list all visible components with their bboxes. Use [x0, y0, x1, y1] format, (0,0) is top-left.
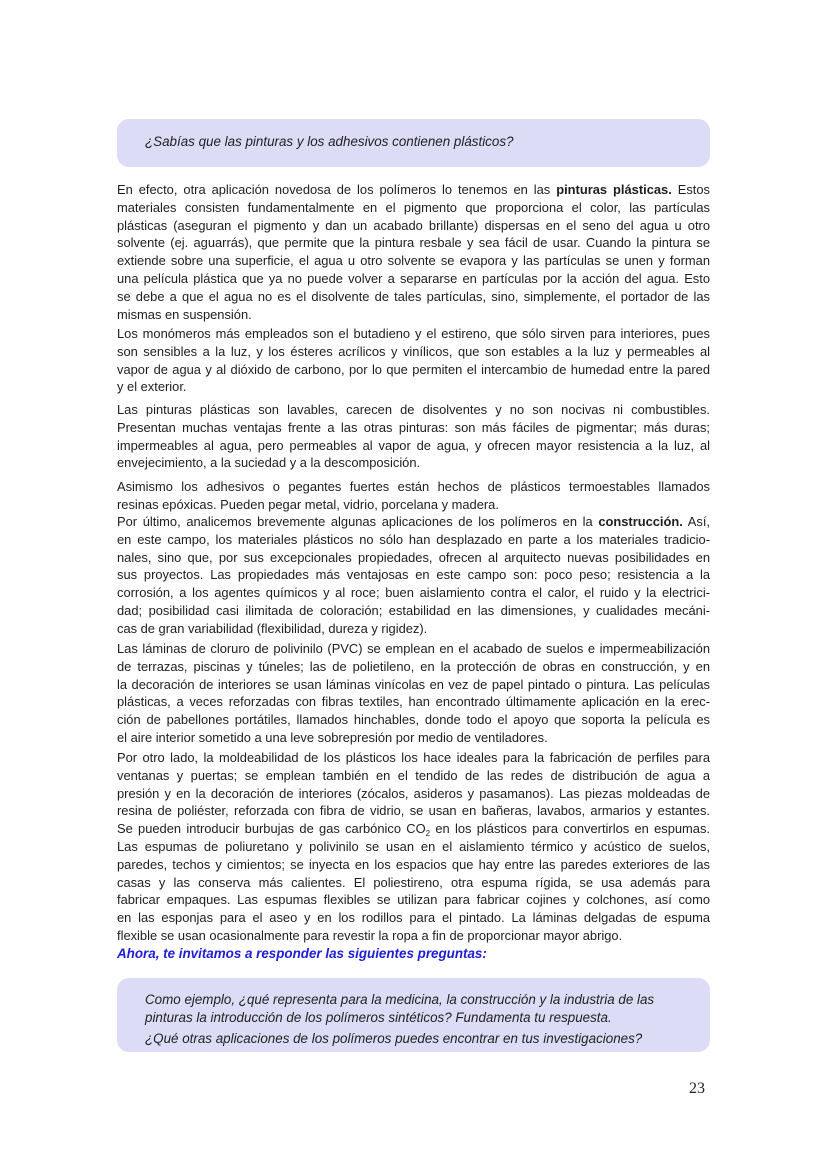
text-line [117, 909, 710, 927]
question-line: pinturas la introducción de los polímeros sintéticos? Fundamenta tu respuesta. [145, 1010, 612, 1025]
text-line [117, 874, 710, 892]
text-segment: mismas en suspensión. [117, 306, 252, 322]
text-segment: Las láminas de cloruro de polivinilo (PVC) se emplean en el acabado de suelos e impermeabilización [117, 641, 710, 656]
text-segment: Por último, analicemos brevemente algunas aplicaciones de los polímeros en la [117, 514, 599, 529]
text-line [117, 711, 710, 729]
subscript: 2 [425, 829, 431, 839]
text-segment: y el exterior. [117, 379, 187, 395]
text-segment: dad; posibilidad casi ilimitada de coloración; estabilidad en las dimensiones, y cualidades mecáni- [117, 602, 710, 618]
text-segment: son sensibles a la luz, y los ésteres acrílicos y vinílicos, que son estables a la luz y permeables al [117, 343, 710, 359]
text-line [117, 325, 710, 343]
text-segment: En efecto, otra aplicación novedosa de los polímeros lo tenemos en las [117, 182, 557, 197]
text-segment: en los plásticos para convertirlos en espumas. [430, 821, 710, 837]
callout-question-box [117, 119, 710, 167]
text-line [117, 419, 710, 437]
text-line [117, 927, 710, 945]
text-segment: fabricar empaques. Las espumas flexibles se utilizan para fabricar cojines y colchones, así como [117, 892, 710, 908]
text-line [117, 602, 710, 620]
text-line [117, 217, 710, 235]
text-line [117, 437, 710, 455]
bold-term: pinturas plásticas. [556, 182, 672, 197]
text-line [117, 676, 710, 694]
question-line: ¿Qué otras aplicaciones de los polímeros puedes encontrar en tus investigaciones? [145, 1031, 643, 1046]
text-line [117, 785, 710, 803]
text-line [117, 729, 710, 747]
text-segment: la decoración de interiores se usan láminas vinícolas en vez de papel pintado o pintura. Las películas [117, 676, 710, 692]
text-line [117, 620, 710, 638]
text-segment: solvente (ej. aguarrás), que permite que la pintura resbale y sea fácil de usar. Cuando la pintura se [117, 235, 710, 251]
body-paragraph [117, 513, 710, 638]
text-segment: paredes, techos y cimientos; se inyecta en los espacios que hay entre las paredes exteriores de las [117, 856, 710, 872]
bold-term: construcción. [598, 514, 683, 529]
text-line [117, 856, 710, 874]
text-line [117, 820, 710, 838]
text-line [117, 401, 710, 419]
body-paragraph [117, 640, 710, 747]
body-paragraph [117, 325, 710, 396]
text-segment: Las espumas de poliuretano y polivinilo se usan en el aislamiento térmico y acústico de suelos, [117, 838, 710, 854]
text-line [117, 454, 710, 472]
question-line: Como ejemplo, ¿qué representa para la medicina, la construcción y la industria de las [145, 992, 655, 1007]
text-line [117, 288, 710, 306]
text-segment: plásticas (aseguran el pigmento y dan un acabado brillante) dispersas en el seno del agua u otro [117, 217, 710, 233]
body-paragraph [117, 749, 710, 945]
text-segment: impermeables al agua, pero permeables al vapor de agua, y ofrecen mayor resistencia a la luz, al [117, 437, 710, 453]
callout-question: ¿Sabías que las pinturas y los adhesivos contienen plásticos? [145, 134, 514, 149]
text-segment: Por otro lado, la moldeabilidad de los plásticos los hace ideales para la fabricación de perfiles para [117, 750, 710, 765]
text-line [117, 749, 710, 767]
text-line [117, 378, 710, 396]
text-line [117, 658, 710, 676]
text-line [117, 181, 710, 199]
text-segment: Estos [671, 182, 710, 197]
text-line [117, 693, 710, 711]
text-segment: Se pueden introducir burbujas de gas carbónico CO [117, 821, 426, 837]
text-segment: en las esponjas para el aseo y en los rodillos para el pintado. La láminas delgadas de espuma [117, 910, 710, 926]
text-segment: Las pinturas plásticas son lavables, carecen de disolventes y no son nocivas ni combustibles. [117, 402, 710, 417]
text-line [117, 361, 710, 379]
text-line [117, 838, 710, 856]
text-segment: ventanas y puertas; se emplean también en el tendido de las redes de distribución de agua a [117, 767, 710, 783]
text-segment: en este campo, los materiales plásticos no sólo han desplazado en parte a los materiales tradicio- [117, 531, 710, 547]
text-segment: extiende sobre una superficie, el agua u otro solvente se evapora y las partículas se unen y forman [117, 253, 710, 269]
text-segment: el aire interior sometido a una leve sobrepresión por medio de ventiladores. [117, 729, 548, 745]
text-segment: ción de pabellones portátiles, llamados hinchables, donde todo el apoyo que soporta la película es [117, 712, 710, 728]
text-line [117, 252, 710, 270]
text-line [117, 234, 710, 252]
body-paragraph [117, 401, 710, 472]
text-line [117, 566, 710, 584]
text-line [117, 343, 710, 361]
text-line [117, 513, 710, 531]
text-segment: Los monómeros más empleados son el butadieno y el estireno, que sólo sirven para interiores, pues [117, 326, 710, 341]
text-line [117, 549, 710, 567]
text-segment: una película plástica que ya no puede volver a separarse en partículas por la acción del agua. Esto [117, 270, 710, 286]
text-line [117, 199, 710, 217]
text-segment: corrosión, a los agentes químicos y al roce; buen aislamiento contra el calor, el ruido y la electrici- [117, 585, 710, 601]
text-segment: flexible se usan ocasionalmente para revestir la ropa a fin de proporcionar mayor abrigo. [117, 927, 623, 943]
text-segment: resina de poliéster, reforzada con fibra de vidrio, se usan en bañeras, lavabos, armarios y estantes. [117, 803, 710, 819]
text-segment: materiales consisten fundamentalmente en el pigmento que proporciona el color, las partículas [117, 199, 710, 215]
text-segment: casas y las conserva más calientes. El poliestireno, otra espuma rígida, se usa además para [117, 874, 710, 890]
text-line [117, 802, 710, 820]
text-line [117, 270, 710, 288]
text-segment: de terrazas, piscinas y túneles; las de polietileno, en la protección de obras en construcción, y en [117, 658, 710, 674]
text-segment: sus proyectos. Las propiedades más ventajosas en este campo son: poco peso; resistencia a la [117, 567, 710, 583]
text-segment: presión y en la decoración de interiores (zócalos, asideros y pasamanos). Las piezas moldeadas de [117, 785, 710, 801]
text-line [117, 496, 710, 514]
text-segment: cas de gran variabilidad (flexibilidad, dureza y rigidez). [117, 620, 428, 636]
text-segment: envejecimiento, a la suciedad y a la descomposición. [117, 455, 421, 471]
text-segment: resinas epóxicas. Pueden pegar metal, vidrio, porcelana y madera. [117, 496, 499, 512]
text-segment: plásticas, a veces reforzadas con fibras textiles, han encontrado últimamente aplicación en la erec- [117, 694, 710, 710]
text-line [117, 891, 710, 909]
text-segment: Asimismo los adhesivos o pegantes fuertes están hechos de plásticos termoestables llamados [117, 479, 710, 494]
text-segment: vapor de agua y al dióxido de carbono, por lo que permiten el intercambio de humedad entre la pared [117, 361, 710, 377]
questions-box [117, 978, 710, 1052]
text-segment: Presentan muchas ventajas frente a las otras pinturas: son más fáciles de pigmentar; más duras; [117, 419, 710, 435]
text-segment: se debe a que el agua no es el disolvente de tales partículas, sino, simplemente, el portador de las [117, 288, 710, 304]
text-line [117, 640, 710, 658]
text-line [117, 306, 710, 324]
body-paragraph [117, 478, 710, 514]
section-heading: Ahora, te invitamos a responder las siguientes preguntas: [117, 946, 487, 961]
text-segment: Así, [682, 514, 710, 529]
text-line [117, 767, 710, 785]
text-segment: nales, sino que, por sus excepcionales propiedades, ofrecen al arquitecto nuevas posibilidades en [117, 549, 710, 565]
body-paragraph [117, 181, 710, 323]
page-number: 23 [689, 1080, 705, 1097]
text-line [117, 478, 710, 496]
text-line [117, 584, 710, 602]
text-line [117, 531, 710, 549]
